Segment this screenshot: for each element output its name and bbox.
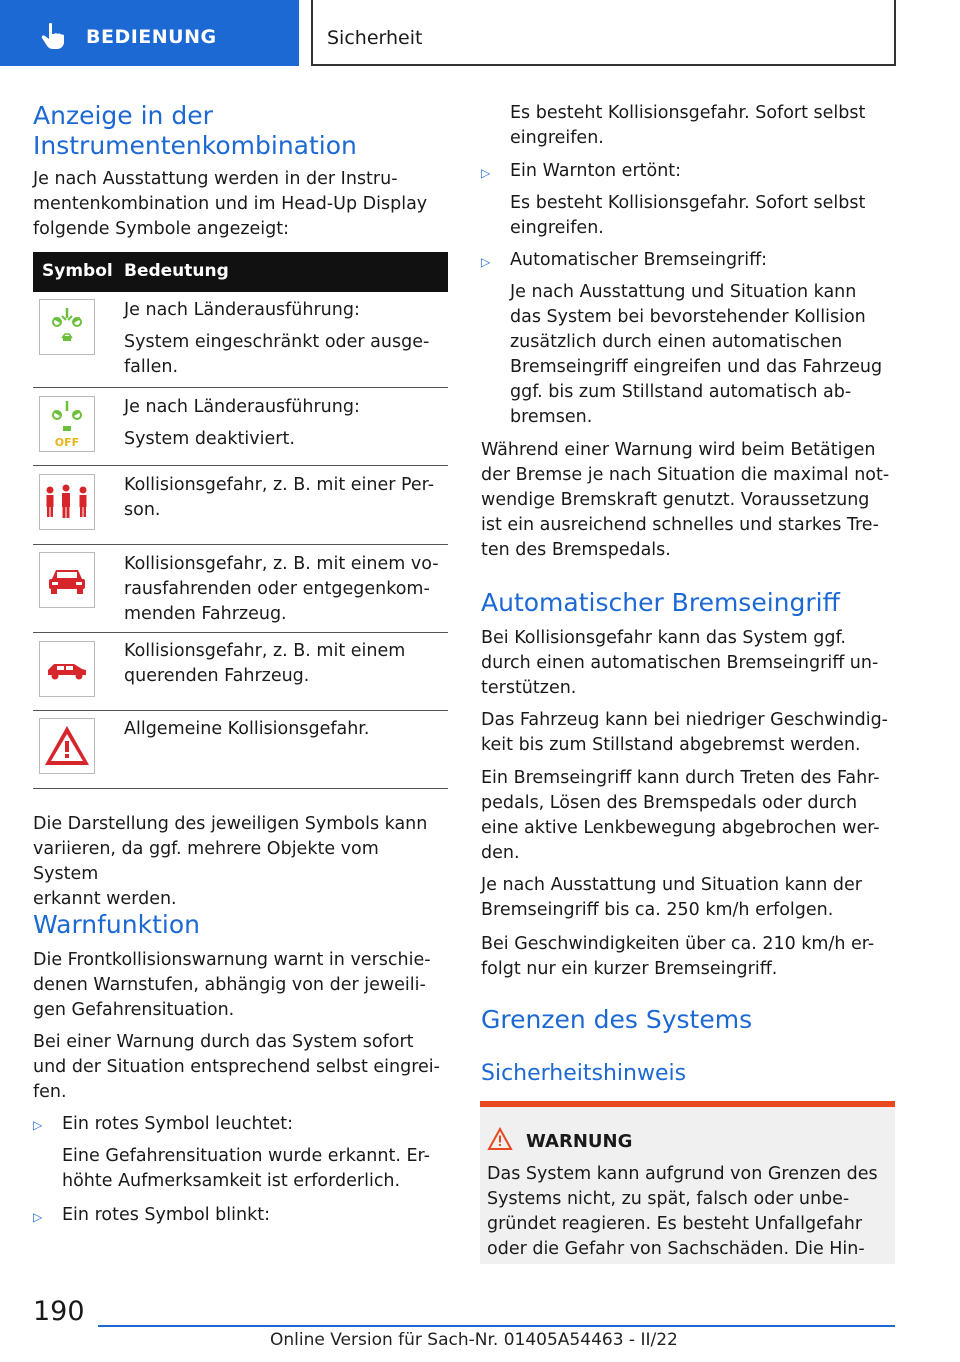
paragraph <box>33 1030 448 1105</box>
section-heading: Grenzen des Systems <box>481 1005 753 1034</box>
text-line: Kollisionsgefahr, z. B. mit einer Per- <box>124 475 435 495</box>
text-line: ten des Bremspedals. <box>481 540 671 560</box>
collision-warning-off-icon <box>39 396 95 452</box>
intro-paragraph <box>33 167 448 242</box>
bullet-triangle-icon: ▷ <box>481 166 491 180</box>
bullet-triangle-icon: ▷ <box>481 255 491 269</box>
bullet-triangle-icon: ▷ <box>33 1118 43 1132</box>
table-cell-meaning <box>124 473 444 523</box>
text-line: variieren, da ggf. mehrere Objekte vom System <box>33 839 379 884</box>
hand-pointer-icon <box>40 22 66 50</box>
text-line: den. <box>481 843 520 863</box>
text-line: höhte Aufmerksamkeit ist erforderlich. <box>62 1171 401 1191</box>
text-line: Je nach Länderausführung: <box>124 300 360 320</box>
text-line: gründet reagieren. Es besteht Unfallgefahr <box>487 1214 863 1234</box>
list-item <box>62 1112 447 1194</box>
text-line: folgende Symbole angezeigt: <box>33 219 290 239</box>
paragraph <box>33 948 448 1023</box>
text-line: Je nach Länderausführung: <box>124 397 360 417</box>
general-warning-triangle-icon <box>39 718 95 774</box>
paragraph <box>481 708 895 758</box>
list-item-continued <box>510 101 895 151</box>
paragraph <box>481 932 895 982</box>
section-title: Sicherheit <box>327 27 423 49</box>
text-line: das System bei bevorstehender Kollision <box>510 307 866 327</box>
table-cell-meaning <box>124 639 444 689</box>
table-row-divider <box>33 544 448 545</box>
table-row-divider <box>33 387 448 388</box>
text-line: System deaktiviert. <box>124 429 295 449</box>
text-line: Allgemeine Kollisionsgefahr. <box>124 719 370 739</box>
text-line: der Bremse je nach Situation die maximal not- <box>481 465 890 485</box>
table-row-divider <box>33 788 448 789</box>
page-number: 190 <box>33 1296 85 1327</box>
text-line: und der Situation entsprechend selbst eingrei- <box>33 1057 440 1077</box>
text-line: menden Fahrzeug. <box>124 604 287 624</box>
text-line: Bei einer Warnung durch das System sofort <box>33 1032 414 1052</box>
text-line: folgt nur ein kurzer Bremseingriff. <box>481 959 778 979</box>
section-heading: Automatischer Bremseingriff <box>481 588 840 617</box>
text-line: zusätzlich durch einen automatischen <box>510 332 843 352</box>
list-item <box>510 248 895 430</box>
heading-warnfunktion <box>33 910 448 940</box>
text-line: Je nach Ausstattung und Situation kann <box>510 282 857 302</box>
text-line: Je nach Ausstattung werden in der Instru- <box>33 169 398 189</box>
text-line: gen Gefahrensituation. <box>33 1000 235 1020</box>
warning-title: WARNUNG <box>526 1131 633 1152</box>
heading-display <box>33 101 448 161</box>
table-cell-meaning <box>124 298 444 380</box>
text-line: Je nach Ausstattung und Situation kann der <box>481 875 862 895</box>
text-line: rausfahrenden oder entgegenkom- <box>124 579 430 599</box>
table-row-divider <box>33 710 448 711</box>
text-line: pedals, Lösen des Bremspedals oder durch <box>481 793 858 813</box>
section-heading: Warnfunktion <box>33 910 200 939</box>
text-line: Ein Bremseingriff kann durch Treten des Fahr- <box>481 768 880 788</box>
table-cell-meaning <box>124 552 444 627</box>
text-line: erkannt werden. <box>33 889 177 909</box>
crossing-vehicle-collision-icon <box>39 641 95 697</box>
text-line: Kollisionsgefahr, z. B. mit einem vo- <box>124 554 439 574</box>
text-line: Ein Warnton ertönt: <box>510 161 682 181</box>
text-line: eingreifen. <box>510 128 604 148</box>
heading-safety-note <box>481 1059 895 1089</box>
text-line: Das Fahrzeug kann bei niedriger Geschwindig- <box>481 710 888 730</box>
text-line: Bremseingriff bis ca. 250 km/h erfolgen. <box>481 900 834 920</box>
table-header <box>33 252 448 292</box>
text-line: Die Darstellung des jeweiligen Symbols kann <box>33 814 428 834</box>
text-line: terstützen. <box>481 678 577 698</box>
text-line: eingreifen. <box>510 218 604 238</box>
warning-text <box>487 1162 887 1262</box>
pedestrian-collision-icon <box>39 474 95 530</box>
table-row-divider <box>33 465 448 466</box>
column-header-symbol: Symbol <box>42 261 113 281</box>
text-line: eine aktive Lenkbewegung abgebrochen wer- <box>481 818 880 838</box>
text-line: querenden Fahrzeug. <box>124 666 310 686</box>
warning-triangle-icon <box>487 1127 513 1151</box>
paragraph <box>481 438 895 563</box>
vehicle-ahead-collision-icon <box>39 552 95 608</box>
table-cell-meaning <box>124 717 444 742</box>
heading-automatic-braking <box>481 588 895 618</box>
text-line: Eine Gefahrensituation wurde erkannt. Er- <box>62 1146 430 1166</box>
text-line: fallen. <box>124 357 179 377</box>
list-item <box>62 1203 447 1228</box>
text-line: durch einen automatischen Bremseingriff un- <box>481 653 879 673</box>
paragraph <box>33 812 448 912</box>
text-line: bremsen. <box>510 407 593 427</box>
text-line: Die Frontkollisionswarnung warnt in verschie- <box>33 950 431 970</box>
text-line: Bei Geschwindigkeiten über ca. 210 km/h er- <box>481 934 875 954</box>
text-line: ist ein ausreichend schnelles und starkes Tre- <box>481 515 879 535</box>
text-line: oder die Gefahr von Sachschäden. Die Hin- <box>487 1239 865 1259</box>
text-line: Bei Kollisionsgefahr kann das System ggf. <box>481 628 846 648</box>
collision-warning-limited-icon <box>39 299 95 355</box>
table-row-divider <box>33 632 448 633</box>
footer-divider <box>98 1325 895 1327</box>
text-line: Es besteht Kollisionsgefahr. Sofort selbst <box>510 193 866 213</box>
text-line: Es besteht Kollisionsgefahr. Sofort selbst <box>510 103 866 123</box>
subsection-heading: Sicherheitshinweis <box>481 1061 687 1086</box>
paragraph <box>481 626 895 701</box>
bullet-triangle-icon: ▷ <box>33 1210 43 1224</box>
chapter-tab-label: BEDIENUNG <box>86 26 217 48</box>
text-line: Kollisionsgefahr, z. B. mit einem <box>124 641 406 661</box>
text-line: Ein rotes Symbol leuchtet: <box>62 1114 293 1134</box>
text-line: denen Warnstufen, abhängig von der jeweili- <box>33 975 426 995</box>
list-item <box>510 159 895 241</box>
footer-online-version: Online Version für Sach-Nr. 01405A54463 - II/22 <box>270 1330 678 1350</box>
text-line: System eingeschränkt oder ausge- <box>124 332 430 352</box>
text-line: Bremseingriff eingreifen und das Fahrzeug <box>510 357 883 377</box>
table-cell-meaning <box>124 395 444 452</box>
heading-system-limits <box>481 1005 895 1035</box>
text-line: ggf. bis zum Stillstand automatisch ab- <box>510 382 852 402</box>
section-heading: Anzeige in der Instrumentenkombination <box>33 101 357 160</box>
text-line: Das System kann aufgrund von Grenzen des <box>487 1164 878 1184</box>
text-line: son. <box>124 500 161 520</box>
text-line: Systems nicht, zu spät, falsch oder unbe- <box>487 1189 850 1209</box>
text-line: fen. <box>33 1082 67 1102</box>
text-line: Während einer Warnung wird beim Betätigen <box>481 440 876 460</box>
text-line: keit bis zum Stillstand abgebremst werden. <box>481 735 861 755</box>
paragraph <box>481 873 895 923</box>
column-header-meaning: Bedeutung <box>124 261 229 281</box>
chapter-tab[interactable] <box>0 0 299 66</box>
off-label: OFF <box>54 436 80 449</box>
text-line: mentenkombination und im Head-Up Display <box>33 194 428 214</box>
text-line: wendige Bremskraft genutzt. Voraussetzung <box>481 490 870 510</box>
text-line: Automatischer Bremseingriff: <box>510 250 768 270</box>
paragraph <box>481 766 895 866</box>
text-line: Ein rotes Symbol blinkt: <box>62 1205 270 1225</box>
section-header <box>311 0 896 66</box>
